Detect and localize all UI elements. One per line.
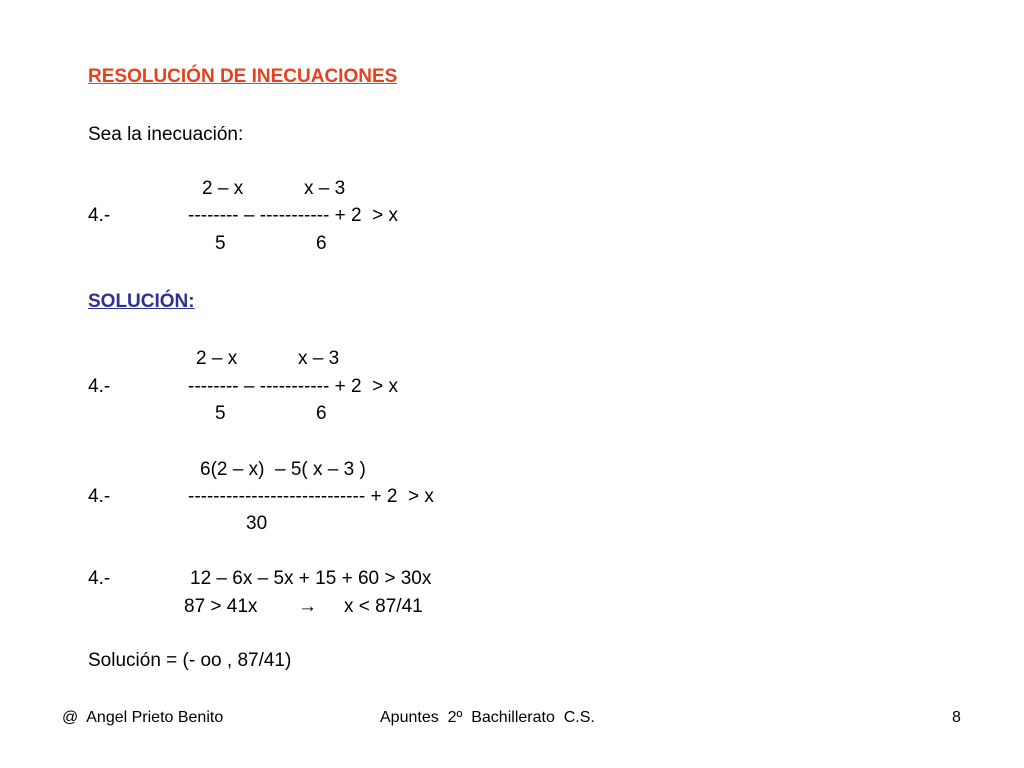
step1-numerator-right: x – 3: [298, 348, 340, 369]
intro-text: Sea la inecuación:: [88, 124, 244, 145]
solution-result: Solución = (- oo , 87/41): [88, 650, 292, 671]
step2-fraction-line: ---------------------------- + 2 > x: [188, 486, 434, 507]
step2-numerator: 6(2 – x) – 5( x – 3 ): [200, 459, 366, 480]
solution-heading: SOLUCIÓN:: [88, 291, 195, 312]
step1-numerator-left: 2 – x: [196, 348, 238, 369]
step3-label: 4.-: [88, 568, 111, 589]
problem-fraction-line: -------- – ----------- + 2 > x: [188, 205, 398, 226]
footer-author: @ Angel Prieto Benito: [62, 709, 224, 726]
page-title: RESOLUCIÓN DE INECUACIONES: [88, 66, 398, 87]
step2-denominator: 30: [246, 513, 268, 534]
step3-line2-right: x < 87/41: [344, 596, 423, 617]
step1-label: 4.-: [88, 376, 111, 397]
footer-page-number: 8: [952, 709, 961, 726]
problem-numerator-left: 2 – x: [202, 178, 244, 199]
step1-fraction-line: -------- – ----------- + 2 > x: [188, 376, 398, 397]
implies-arrow-icon: →: [298, 596, 317, 617]
problem-denominator-left: 5: [215, 233, 226, 254]
step1-denominator-left: 5: [215, 403, 226, 424]
problem-numerator-right: x – 3: [304, 178, 346, 199]
step1-denominator-right: 6: [316, 403, 327, 424]
step3-line2-left: 87 > 41x: [184, 596, 258, 617]
problem-label: 4.-: [88, 205, 111, 226]
problem-denominator-right: 6: [316, 233, 327, 254]
step3-line1: 12 – 6x – 5x + 15 + 60 > 30x: [190, 568, 432, 589]
footer-course: Apuntes 2º Bachillerato C.S.: [380, 709, 595, 726]
step2-label: 4.-: [88, 486, 111, 507]
